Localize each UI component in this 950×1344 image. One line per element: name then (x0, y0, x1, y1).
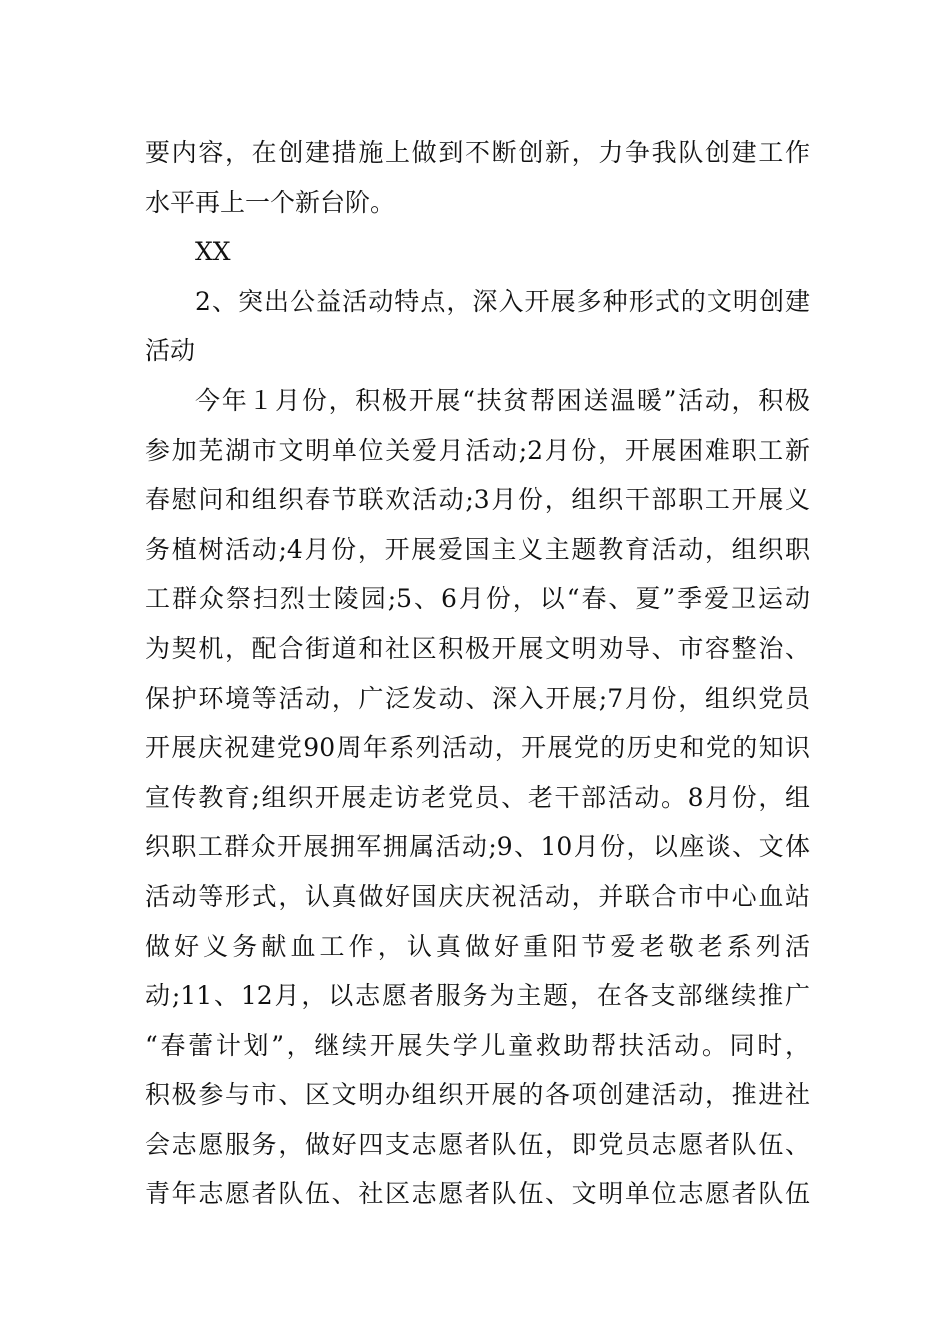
text-line: 工群众祭扫烈士陵园;5、6月份，以“春、夏”季爱卫运动 (145, 584, 810, 614)
text-line: 保护环境等活动，广泛发动、深入开展;7月份，组织党员 (145, 683, 810, 713)
text-line: “春蕾计划”，继续开展失学儿童救助帮扶活动。同时， (145, 1030, 810, 1060)
text-line: 青年志愿者队伍、社区志愿者队伍、文明单位志愿者队伍 (145, 1179, 810, 1209)
text-line: 织职工群众开展拥军拥属活动;9、10月份，以座谈、文体 (145, 832, 810, 862)
text-line: 要内容，在创建措施上做到不断创新，力争我队创建工作 (145, 138, 810, 167)
text-line: 会志愿服务，做好四支志愿者队伍，即党员志愿者队伍、 (145, 1129, 810, 1159)
text-line: 为契机，配合街道和社区积极开展文明劝导、市容整治、 (145, 633, 810, 663)
text-line: 做好义务献血工作，认真做好重阳节爱老敬老系列活 (145, 931, 810, 961)
paragraph-first-line: 今年１月份，积极开展“扶贫帮困送温暖”活动，积极 (195, 385, 810, 415)
text-line: 宣传教育;组织开展走访老党员、老干部活动。8月份，组 (145, 782, 810, 812)
section-heading: 2、突出公益活动特点，深入开展多种形式的文明创建 (195, 286, 810, 316)
section-heading-continued: 活动 (145, 336, 196, 366)
text-line: 务植树活动;4月份，开展爱国主义主题教育活动，组织职 (145, 534, 810, 564)
text-line: 积极参与市、区文明办组织开展的各项创建活动，推进社 (145, 1080, 810, 1110)
text-line: 参加芜湖市文明单位关爱月活动;2月份，开展困难职工新 (145, 435, 810, 465)
section-marker: XX (195, 237, 231, 267)
text-line: 水平再上一个新台阶。 (145, 187, 396, 217)
text-line: 开展庆祝建党90周年系列活动，开展党的历史和党的知识 (145, 733, 810, 763)
text-line: 春慰问和组织春节联欢活动;3月份，组织干部职工开展义 (145, 485, 810, 515)
document-body (145, 128, 810, 1219)
text-line: 活动等形式，认真做好国庆庆祝活动，并联合市中心血站 (145, 881, 810, 911)
text-line: 动;11、12月，以志愿者服务为主题，在各支部继续推广 (145, 981, 810, 1011)
